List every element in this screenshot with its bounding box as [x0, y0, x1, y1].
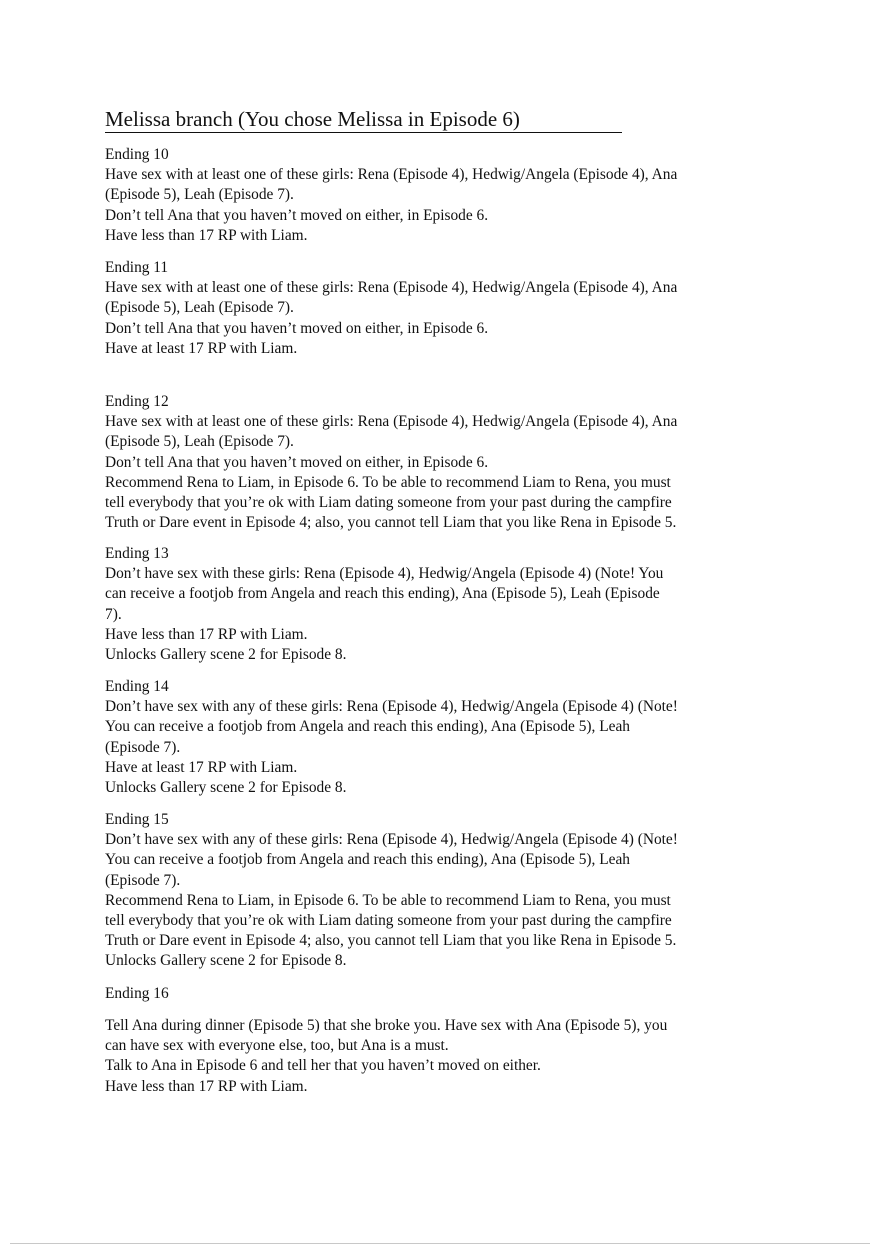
requirement-line: Have less than 17 RP with Liam. [105, 625, 308, 643]
page-bottom-rule [10, 1243, 870, 1244]
ending-title: Ending 10 [105, 146, 169, 163]
requirement-line: Truth or Dare event in Episode 4; also, you cannot tell Liam that you like Rena in Episode 5. [105, 514, 677, 532]
requirement-line: Don’t have sex with any of these girls: Rena (Episode 4), Hedwig/Angela (Episode 4) (Note! [105, 698, 678, 716]
requirement-line: Don’t tell Ana that you haven’t moved on either, in Episode 6. [105, 206, 489, 224]
ending-14-section [105, 677, 725, 798]
requirement-line: Unlocks Gallery scene 2 for Episode 8. [105, 779, 347, 797]
ending-16-section [105, 1016, 725, 1097]
ending-12-section [105, 392, 725, 533]
requirement-line: Talk to Ana in Episode 6 and tell her that you haven’t moved on either. [105, 1057, 541, 1075]
requirement-line: Recommend Rena to Liam, in Episode 6. To be able to recommend Liam to Rena, you must [105, 891, 671, 909]
requirement-line: can receive a footjob from Angela and reach this ending), Ana (Episode 5), Leah (Episode [105, 585, 660, 603]
requirement-line: Unlocks Gallery scene 2 for Episode 8. [105, 646, 347, 664]
requirement-line: tell everybody that you’re ok with Liam dating someone from your past during the campfire [105, 912, 672, 930]
requirement-line: You can receive a footjob from Angela and reach this ending), Ana (Episode 5), Leah [105, 851, 630, 869]
ending-13-section [105, 544, 725, 665]
ending-10-section [105, 145, 725, 246]
ending-title: Ending 13 [105, 545, 169, 562]
requirement-line: (Episode 5), Leah (Episode 7). [105, 433, 294, 451]
requirement-line: Tell Ana during dinner (Episode 5) that she broke you. Have sex with Ana (Episode 5), you [105, 1017, 668, 1034]
ending-16-title-section [105, 984, 725, 1004]
ending-title: Ending 11 [105, 259, 169, 276]
requirement-line: Have less than 17 RP with Liam. [105, 1077, 308, 1095]
requirement-line: Don’t tell Ana that you haven’t moved on either, in Episode 6. [105, 319, 489, 337]
requirement-line: 7). [105, 605, 122, 623]
requirement-line: Have less than 17 RP with Liam. [105, 226, 308, 244]
requirement-line: Have at least 17 RP with Liam. [105, 339, 298, 357]
requirement-line: Have sex with at least one of these girls: Rena (Episode 4), Hedwig/Angela (Episode 4), Ana [105, 413, 678, 431]
requirement-line: Don’t have sex with these girls: Rena (Episode 4), Hedwig/Angela (Episode 4) (Note! You [105, 565, 664, 583]
ending-title: Ending 15 [105, 811, 169, 828]
requirement-line: (Episode 5), Leah (Episode 7). [105, 186, 294, 204]
ending-title: Ending 16 [105, 985, 169, 1002]
requirement-line: Have sex with at least one of these girls: Rena (Episode 4), Hedwig/Angela (Episode 4), Ana [105, 166, 678, 184]
requirement-line: (Episode 5), Leah (Episode 7). [105, 299, 294, 317]
requirement-line: Unlocks Gallery scene 2 for Episode 8. [105, 952, 347, 970]
ending-title: Ending 12 [105, 393, 169, 410]
requirement-line: Don’t tell Ana that you haven’t moved on either, in Episode 6. [105, 453, 489, 471]
ending-11-section [105, 258, 725, 359]
branch-heading: Melissa branch (You chose Melissa in Episode 6) [105, 106, 622, 133]
requirement-line: Have sex with at least one of these girls: Rena (Episode 4), Hedwig/Angela (Episode 4), Ana [105, 279, 678, 297]
requirement-line: (Episode 7). [105, 871, 181, 889]
requirement-line: Have at least 17 RP with Liam. [105, 758, 298, 776]
requirement-line: Recommend Rena to Liam, in Episode 6. To be able to recommend Liam to Rena, you must [105, 473, 671, 491]
ending-15-section [105, 810, 725, 972]
requirement-line: can have sex with everyone else, too, but Ana is a must. [105, 1037, 449, 1055]
requirement-line: (Episode 7). [105, 738, 181, 756]
requirement-line: tell everybody that you’re ok with Liam dating someone from your past during the campfire [105, 494, 672, 512]
requirement-line: You can receive a footjob from Angela and reach this ending), Ana (Episode 5), Leah [105, 718, 630, 736]
requirement-line: Truth or Dare event in Episode 4; also, you cannot tell Liam that you like Rena in Episode 5. [105, 932, 677, 950]
ending-title: Ending 14 [105, 678, 169, 695]
requirement-line: Don’t have sex with any of these girls: Rena (Episode 4), Hedwig/Angela (Episode 4) (Note! [105, 831, 678, 849]
